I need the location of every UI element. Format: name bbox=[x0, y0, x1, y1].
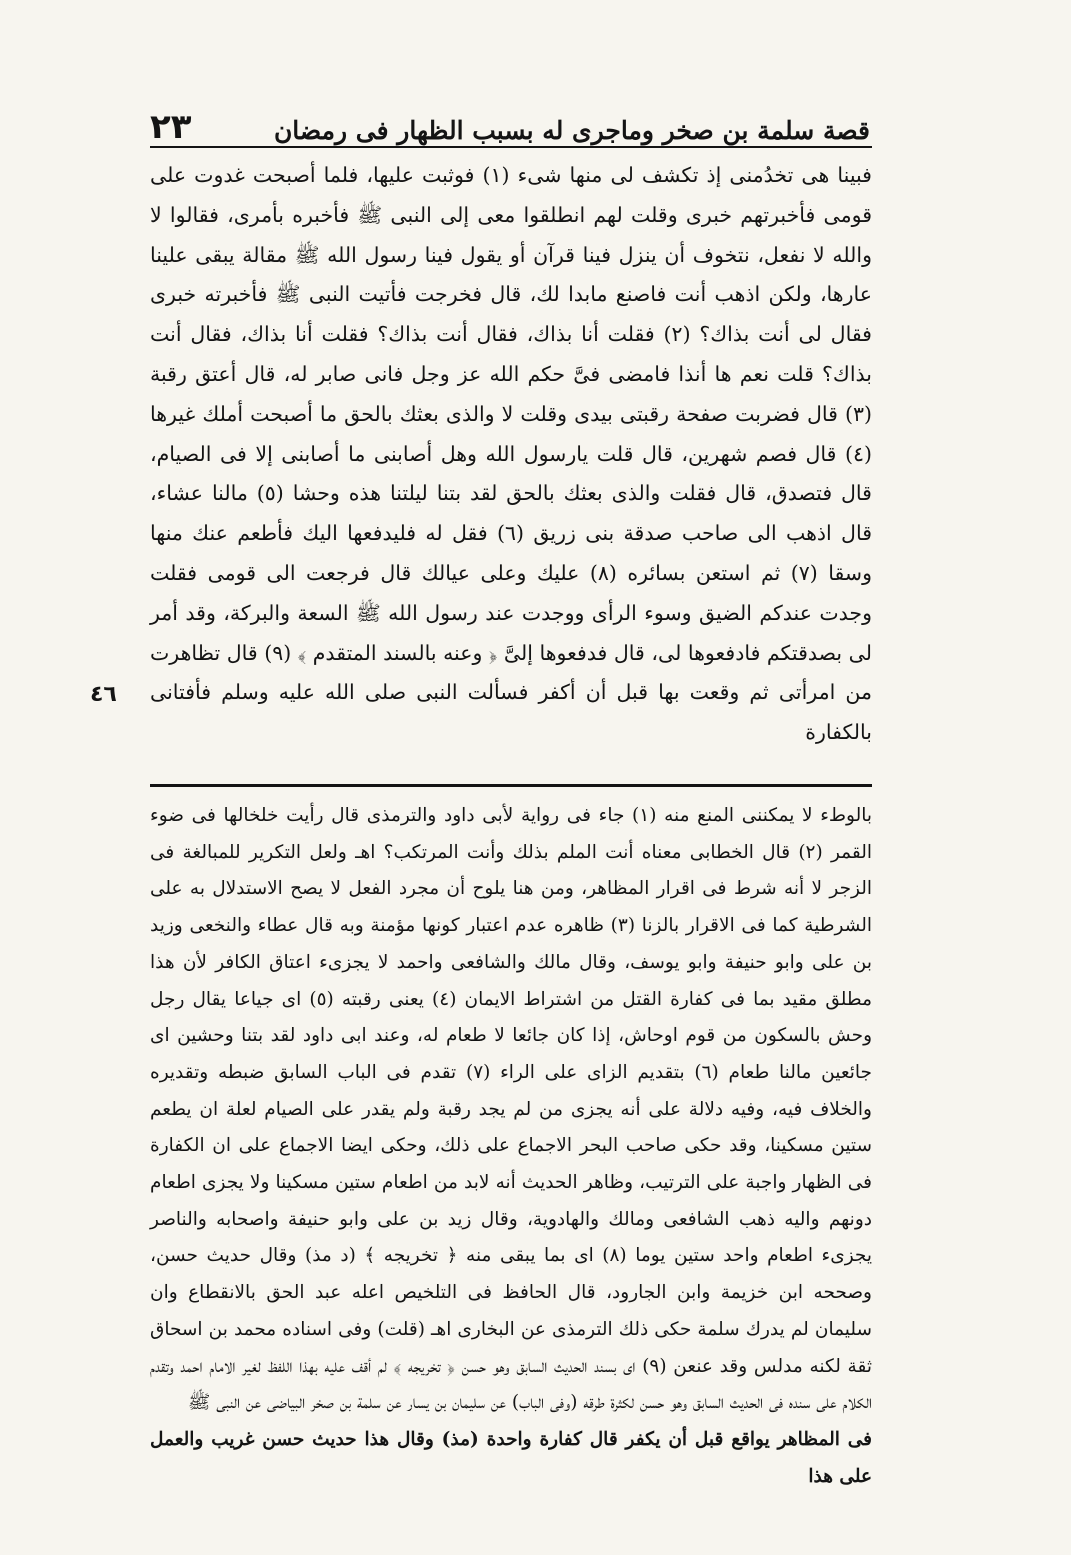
header-rule bbox=[150, 146, 872, 148]
footnote-last-line: فى المظاهر يواقع قبل أن يكفر قال كفارة واحدة (مذ) وقال هذا حديث حسن غريب والعمل على هذا bbox=[150, 1428, 872, 1487]
footnotes bbox=[150, 798, 872, 1495]
main-paragraph: فبينا هى تخدُمنى إذ تكشف لى منها شىء (١) فوثبت عليها، فلما أصبحت غدوت على قومى فأخبرتهم خبرى وقلت لهم انطلقوا معى إلى النبى ﷺ فأخبره بأمرى، فقالوا لا والله لا نفعل، نتخوف أن ينزل فينا قرآن أو يقول فينا رسول الله ﷺ مقالة يبقى علينا عارها، ولكن اذهب أنت فاصنع مابدا لك، قال فخرجت فأتيت النبى ﷺ فأخبرته خبرى فقال لى أنت بذاك؟ (٢) فقلت أنا بذاك، فقال أنت بذاك؟ فقلت أنا بذاك، فقال أنت بذاك؟ قلت نعم ها أنذا فامضى فىَّ حكم الله عز وجل فانى صابر له، قال أعتق رقبة (٣) قال فضربت صفحة رقبتى بيدى وقلت لا والذى بعثك بالحق ما أصبحت أملك غيرها (٤) قال فصم شهرين، قال قلت يارسول الله وهل أصابنى ما أصابنى إلا فى الصيام، قال فتصدق، قال فقلت والذى بعثك بالحق لقد بتنا ليلتنا هذه وحشا (٥) مالنا عشاء، قال اذهب الى صاحب صدقة بنى زريق (٦) فقل له فليدفعها اليك فأطعم عنك منها وسقا (٧) ثم استعن بسائره (٨) عليك وعلى عيالك قال فرجعت الى قومى فقلت وجدت عندكم الضيق وسوء الرأى ووجدت عند رسول الله ﷺ السعة والبركة، وقد أمر لى بصدقتكم فادفعوها لى، قال فدفعوها إلىَّ ﴿ وعنه بالسند المتقدم ﴾ (٩) قال تظاهرت من امرأتى ثم وقعت بها قبل أن أكفر فسألت النبى صلى الله عليه وسلم فأفتانى بالكفارة bbox=[150, 163, 872, 745]
footnote-rule bbox=[150, 784, 872, 787]
footnote-paragraph: بالوطء لا يمكننى المنع منه (١) جاء فى رواية لأبى داود والترمذى قال رأيت خلخالها فى ضوء القمر (٢) قال الخطابى معناه أنت الملم بذلك وأنت المرتكب؟ اهـ ولعل التكرير للمبالغة فى الزجر لا أنه شرط فى اقرار المظاهر، ومن هنا يلوح أن مجرد الفعل لا يصح الاستدلال به على الشرطية كما فى الاقرار بالزنا (٣) ظاهره عدم اعتبار كونها مؤمنة وبه قال عطاء والنخعى وزيد بن على وابو حنيفة وابو يوسف، وقال مالك والشافعى واحمد لا يجزىء اعتاق الكافر لأن هذا مطلق مقيد بما فى كفارة القتل من اشتراط الايمان (٤) يعنى رقبته (٥) اى جياعا يقال رجل وحش بالسكون من قوم اوحاش، إذا كان جائعا لا طعام له، وعند ابى داود لقد بتنا وحشين اى جائعين مالنا طعام (٦) بتقديم الزاى على الراء (٧) تقدم فى الباب السابق ضبطه وتقديره والخلاف فيه، وفيه دلالة على أنه يجزى من لم يجد رقبة ولم يقدر على الصيام لعلة ان يطعم ستين مسكينا، وقد حكى صاحب البحر الاجماع على ذلك، وحكى ايضا الاجماع على ان الكفارة فى الظهار واجبة على الترتيب، وظاهر الحديث أنه لابد من اطعام ستين مسكينا ولا يجزى اطعام دونهم واليه ذهب الشافعى ومالك والهادوية، وقال زيد بن على وابو حنيفة واصحابه والناصر يجزىء اطعام واحد ستين يوما (٨) اى بما يبقى منه ﴿ تخريجه ﴾ (د مذ) وقال حديث حسن، وصححه ابن خزيمة وابن الجارود، قال الحافظ فى التلخيص اعله عبد الحق بالانقطاع وان سليمان لم يدرك سلمة حكى ذلك الترمذى عن البخارى اهـ (قلت) وفى اسناده محمد بن اسحاق ثقة لكنه مدلس وقد عنعن (٩) اى بسند الحديث السابق وهو حسن ﴿ تخريجه ﴾ لم أقف عليه بهذا اللفظ لغير الامام احمد وتقدم الكلام على سنده فى الحديث السابق وهو حسن لكثرة طرقه (وفى الباب) عن سليمان بن يسار عن سلمة بن صخر البياضى عن النبى ﷺ bbox=[150, 805, 873, 1414]
main-text bbox=[150, 156, 872, 753]
margin-number: ٤٦ bbox=[90, 682, 117, 707]
header-title: قصة سلمة بن صخر وماجرى له بسبب الظهار فى رمضان bbox=[273, 115, 870, 145]
page-number: ٢٣ bbox=[150, 107, 192, 147]
page-header bbox=[150, 88, 870, 147]
